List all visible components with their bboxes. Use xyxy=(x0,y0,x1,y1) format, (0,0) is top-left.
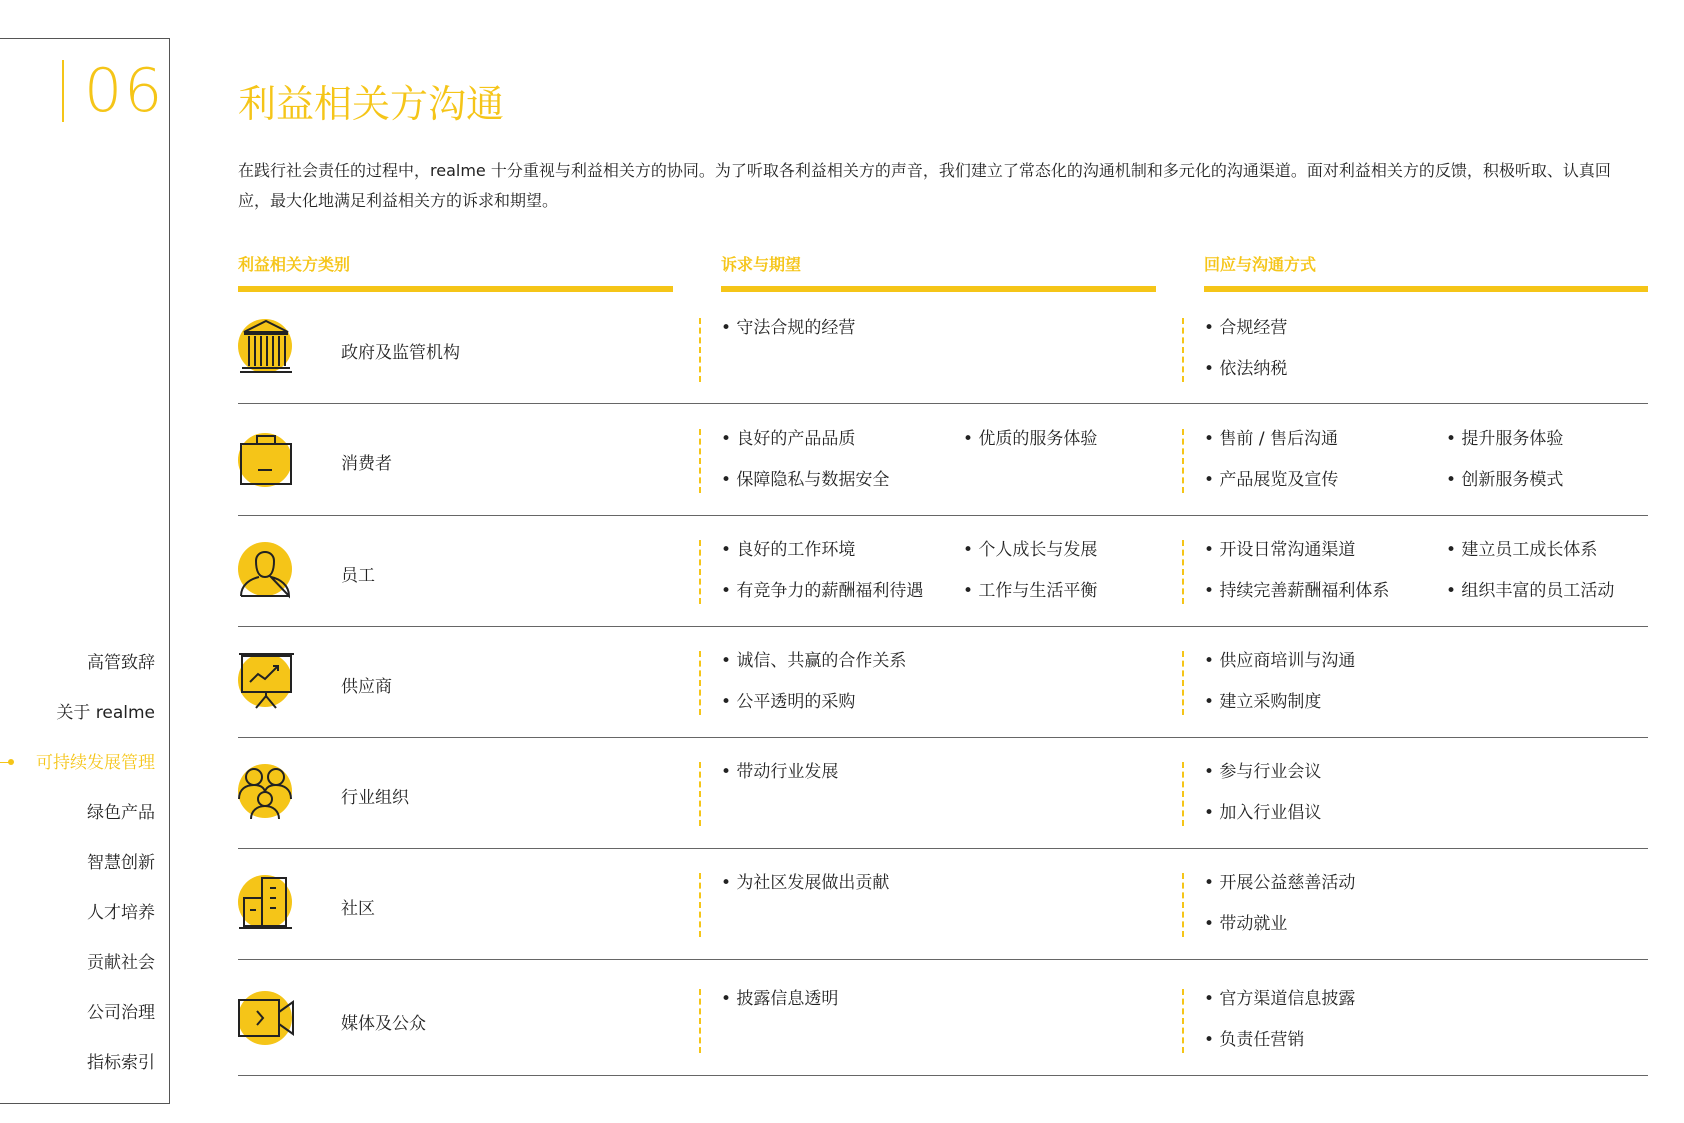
expectation-item: • 守法合规的经营 xyxy=(721,318,856,338)
nav-item-about-realme[interactable]: 关于 realme xyxy=(56,703,155,723)
dashed-divider xyxy=(1182,873,1184,937)
nav-item-talent-development[interactable]: 人才培养 xyxy=(87,903,155,923)
column-header-expectations: 诉求与期望 xyxy=(721,255,802,274)
expectation-item: • 工作与生活平衡 xyxy=(963,581,1098,601)
response-item: • 产品展览及宣传 xyxy=(1204,470,1339,490)
table-row xyxy=(238,318,1648,386)
response-item: • 负责任营销 xyxy=(1204,1030,1305,1050)
nav-item-green-products[interactable]: 绿色产品 xyxy=(87,803,155,823)
column-header-category: 利益相关方类别 xyxy=(238,255,351,274)
nav-item-sustainability-management[interactable]: 可持续发展管理 xyxy=(0,748,155,798)
table-row xyxy=(238,430,1648,498)
response-item: • 开展公益慈善活动 xyxy=(1204,873,1356,893)
government-building-icon xyxy=(238,318,298,378)
dashed-divider xyxy=(699,429,701,493)
row-separator xyxy=(238,626,1648,627)
expectation-item: • 带动行业发展 xyxy=(721,762,839,782)
response-item: • 依法纳税 xyxy=(1204,359,1288,379)
shopping-bag-icon xyxy=(238,430,298,490)
table-row xyxy=(238,874,1648,942)
table-row xyxy=(238,652,1648,720)
nav-item-indicator-index[interactable]: 指标索引 xyxy=(87,1053,155,1073)
category-name: 消费者 xyxy=(341,454,392,474)
category-name: 供应商 xyxy=(341,677,392,697)
nav-item-smart-innovation[interactable]: 智慧创新 xyxy=(87,853,155,873)
expectation-item: • 良好的工作环境 xyxy=(721,540,856,560)
sidebar-nav xyxy=(0,648,155,1098)
page-title: 利益相关方沟通 xyxy=(238,82,505,126)
community-buildings-icon xyxy=(238,874,298,934)
category-name: 员工 xyxy=(341,566,375,586)
dashed-divider xyxy=(699,989,701,1053)
table-row xyxy=(238,763,1648,831)
expectation-item: • 诚信、共赢的合作关系 xyxy=(721,651,907,671)
expectation-item: • 良好的产品品质 xyxy=(721,429,856,449)
category-name: 行业组织 xyxy=(341,788,409,808)
response-item: • 创新服务模式 xyxy=(1446,470,1564,490)
dashed-divider xyxy=(699,540,701,604)
dashed-divider xyxy=(1182,989,1184,1053)
video-camera-icon xyxy=(238,990,298,1050)
table-row xyxy=(238,990,1648,1058)
dashed-divider xyxy=(1182,540,1184,604)
expectation-item: • 个人成长与发展 xyxy=(963,540,1098,560)
active-arrow-icon xyxy=(0,762,11,763)
expectation-item: • 为社区发展做出贡献 xyxy=(721,873,890,893)
category-name: 社区 xyxy=(341,899,375,919)
response-item: • 提升服务体验 xyxy=(1446,429,1564,449)
column-header-bar xyxy=(238,286,673,292)
nav-item-executive-message[interactable]: 高管致辞 xyxy=(87,653,155,673)
response-item: • 参与行业会议 xyxy=(1204,762,1322,782)
intro-paragraph: 在践行社会责任的过程中，realme 十分重视与利益相关方的协同。为了听取各利益相关方的声音，我们建立了常态化的沟通机制和多元化的沟通渠道。面对利益相关方的反馈，积极听取、认真回应，最大化地满足利益相关方的诉求和期望。 xyxy=(238,161,1611,210)
row-separator xyxy=(238,737,1648,738)
response-item: • 售前 / 售后沟通 xyxy=(1204,429,1338,449)
expectation-item: • 保障隐私与数据安全 xyxy=(721,470,890,490)
nav-item-social-contribution[interactable]: 贡献社会 xyxy=(87,953,155,973)
category-name: 政府及监管机构 xyxy=(341,343,460,363)
column-header-bar xyxy=(721,286,1156,292)
presentation-chart-icon xyxy=(238,652,298,712)
dashed-divider xyxy=(1182,429,1184,493)
chapter-accent-bar xyxy=(62,60,64,122)
category-name: 媒体及公众 xyxy=(341,1014,426,1034)
column-header-bar xyxy=(1204,286,1648,292)
response-item: • 开设日常沟通渠道 xyxy=(1204,540,1356,560)
dashed-divider xyxy=(1182,651,1184,715)
dashed-divider xyxy=(1182,318,1184,382)
response-item: • 供应商培训与沟通 xyxy=(1204,651,1356,671)
row-separator xyxy=(238,1075,1648,1076)
expectation-item: • 公平透明的采购 xyxy=(721,692,856,712)
column-header-responses: 回应与沟通方式 xyxy=(1204,255,1317,274)
employee-person-icon xyxy=(238,541,298,601)
expectation-item: • 披露信息透明 xyxy=(721,989,839,1009)
dashed-divider xyxy=(1182,762,1184,826)
chapter-number: 06 xyxy=(84,56,165,126)
row-separator xyxy=(238,403,1648,404)
row-separator xyxy=(238,959,1648,960)
response-item: • 建立员工成长体系 xyxy=(1446,540,1598,560)
response-item: • 带动就业 xyxy=(1204,914,1288,934)
row-separator xyxy=(238,515,1648,516)
response-item: • 组织丰富的员工活动 xyxy=(1446,581,1615,601)
response-item: • 建立采购制度 xyxy=(1204,692,1322,712)
response-item: • 合规经营 xyxy=(1204,318,1288,338)
people-group-icon xyxy=(238,763,298,823)
response-item: • 官方渠道信息披露 xyxy=(1204,989,1356,1009)
row-separator xyxy=(238,848,1648,849)
response-item: • 加入行业倡议 xyxy=(1204,803,1322,823)
expectation-item: • 优质的服务体验 xyxy=(963,429,1098,449)
response-item: • 持续完善薪酬福利体系 xyxy=(1204,581,1390,601)
nav-item-corporate-governance[interactable]: 公司治理 xyxy=(87,1003,155,1023)
dashed-divider xyxy=(699,651,701,715)
table-row xyxy=(238,541,1648,609)
expectation-item: • 有竞争力的薪酬福利待遇 xyxy=(721,581,924,601)
dashed-divider xyxy=(699,318,701,382)
dashed-divider xyxy=(699,873,701,937)
dashed-divider xyxy=(699,762,701,826)
